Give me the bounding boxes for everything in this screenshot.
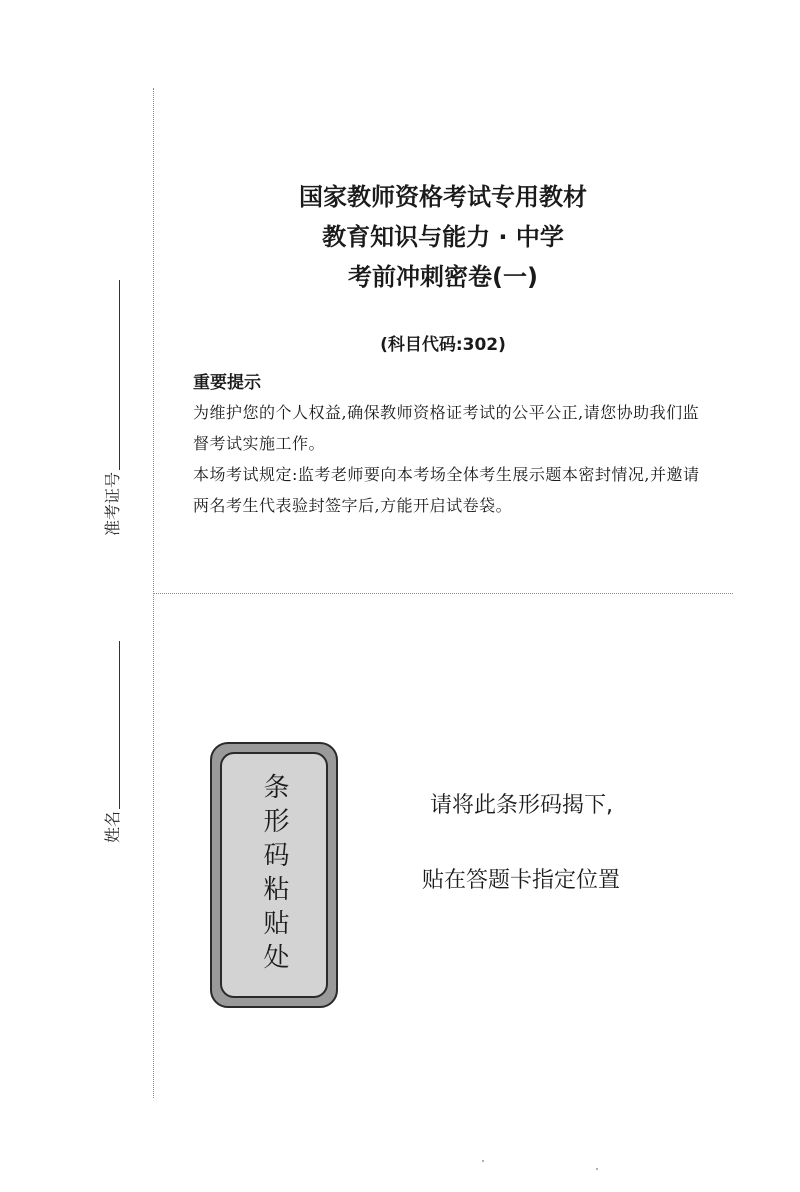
subject-code: (科目代码:302) [380, 335, 506, 355]
horizontal-fold-line [153, 593, 733, 594]
title-line-3: 考前冲刺密卷(一) [348, 263, 538, 291]
notice-paragraph-1: 为维护您的个人权益,确保教师资格证考试的公平公正,请您协助我们监督考试实施工作。 [193, 403, 700, 453]
barcode-label: 条形码粘贴处 [259, 773, 289, 977]
exam-id-blank-line[interactable] [118, 280, 120, 470]
name-label: 姓名 [103, 810, 122, 843]
scan-speck [482, 1160, 484, 1162]
title-line-1: 国家教师资格考试专用教材 [299, 183, 587, 211]
instruction-line-2: 贴在答题卡指定位置 [422, 868, 621, 893]
barcode-instructions [400, 788, 700, 894]
name-field[interactable] [100, 641, 123, 843]
notice-paragraph-2: 本场考试规定:监考老师要向本考场全体考生展示题本密封情况,并邀请两名考生代表验封签字后,方能开启试卷袋。 [193, 465, 700, 515]
instruction-line-1: 请将此条形码揭下, [430, 793, 613, 818]
exam-id-label: 准考证号 [103, 471, 122, 536]
name-blank-line[interactable] [118, 641, 120, 809]
title-line-2: 教育知识与能力 · 中学 [322, 223, 564, 251]
notice-heading: 重要提示 [193, 373, 261, 393]
scan-speck [596, 1168, 598, 1170]
barcode-inner-frame [220, 752, 328, 998]
important-notice [193, 368, 713, 521]
title-block [153, 177, 733, 297]
exam-id-field[interactable] [100, 280, 123, 536]
barcode-sticker-area[interactable] [210, 742, 338, 1008]
